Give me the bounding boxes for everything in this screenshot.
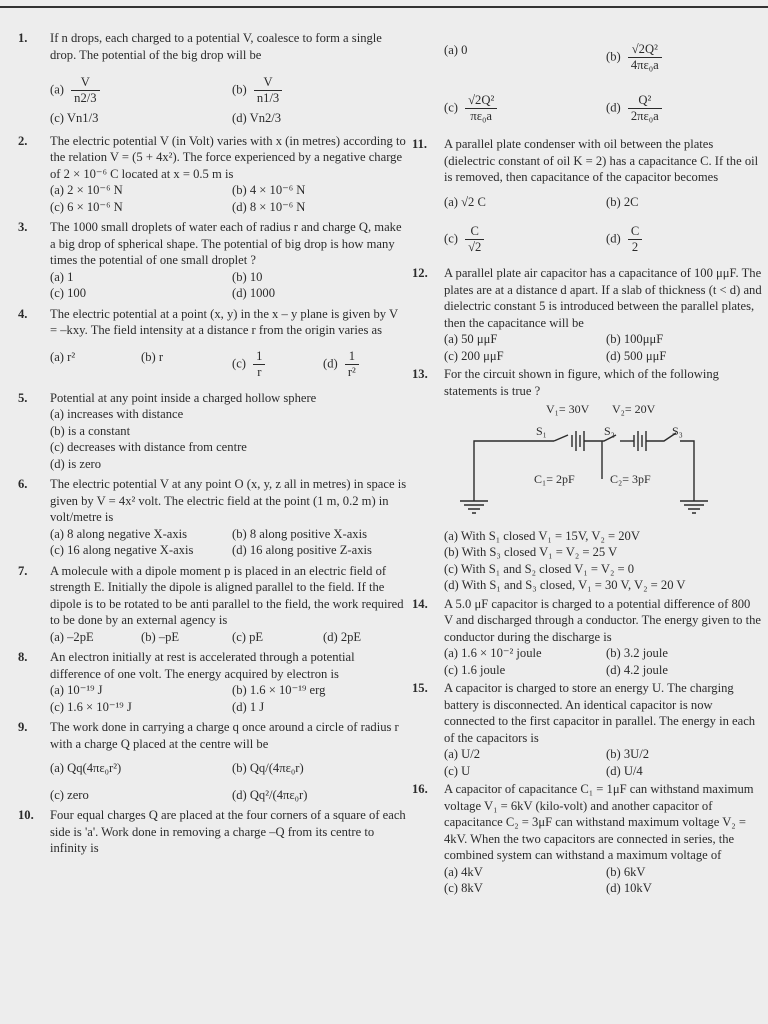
question-stem: A parallel plate air capacitor has a capacitance of 100 μμF. The plates are at a distance d apart. If a slab of thickness (t < d) and dielectric constant 5 is introduced between the parallel plates, then the capacitance will be <box>444 266 762 330</box>
option-b: (b) 4 × 10⁻⁶ N <box>232 183 306 197</box>
question-stem: A molecule with a dipole moment p is placed in an electric field of strength E. Initially the dipole is aligned parallel to the field. If the dipole is to be rotated to be anti parallel to the field, the work required to be done by an external agency is <box>50 563 404 627</box>
question-stem: If n drops, each charged to a potential V, coalesce to form a single drop. The potential of the big drop will be <box>50 31 382 62</box>
fraction: $\frac{C}{2}$ <box>628 224 642 255</box>
question-11 <box>412 136 762 259</box>
question-stem: The electric potential V (in Volt) varies with x (in metres) according to the relation V = (5 + 4x²). The force experienced by a negative charge of 2 × 10⁻⁶ C located at x = 0.5 m is <box>50 133 406 181</box>
option-a: (a) √2 C <box>444 194 486 209</box>
question-1 <box>18 30 408 127</box>
s1-label: S₁ <box>536 424 547 438</box>
fraction: $\frac{1}{\text{r²}}$ <box>345 349 359 380</box>
option-a: (a) 10⁻¹⁹ J <box>50 683 103 697</box>
option-d: (d) $\frac{1}{\text{r²}}$ <box>323 345 408 384</box>
option-c: (c) $\frac{\text{√2Q²}}{\text{πε₀a}}$ <box>444 89 600 128</box>
option-d: (d) 10kV <box>606 881 652 895</box>
question-stem: The electric potential at a point (x, y) in the x – y plane is given by V = –kxy. The field intensity at a distance r from the origin varies as <box>50 306 398 337</box>
option-d: (d) 2pE <box>323 629 362 644</box>
question-10 <box>18 807 408 857</box>
question-2 <box>18 133 408 216</box>
option-b: (b) is a constant <box>50 423 131 438</box>
right-column <box>412 30 762 897</box>
option-b: (b) 3.2 joule <box>606 646 668 660</box>
question-number: 12. <box>412 266 428 280</box>
question-number: 5. <box>18 390 28 405</box>
option-c: (c) pE <box>232 629 264 644</box>
question-number: 4. <box>18 306 28 321</box>
option-b: (b) 3U/2 <box>606 747 650 761</box>
option-d: (d) $\frac{C}{2}$ <box>606 220 762 259</box>
fraction: $\frac{\text{Q²}}{\text{2πε₀a}}$ <box>628 93 662 124</box>
option-d: (d) 1 J <box>232 699 265 714</box>
question-number: 16. <box>412 782 428 796</box>
s3-label: S₃ <box>672 424 683 438</box>
option-b: (b) 6kV <box>606 864 646 879</box>
option-b: (b) 2C <box>606 194 639 209</box>
option-c: (c) 8kV <box>444 881 483 895</box>
s2-label: S₂ <box>604 424 615 438</box>
question-8 <box>18 649 408 715</box>
option-a: (a) 50 μμF <box>444 332 498 346</box>
option-c: (c) 100 <box>50 286 87 300</box>
question-number: 8. <box>18 650 28 664</box>
question-16 <box>412 781 762 897</box>
question-13 <box>412 366 762 594</box>
question-9 <box>18 719 408 803</box>
option-a: (a) Qq(4πε₀r²) <box>50 761 122 775</box>
question-number: 7. <box>18 563 28 578</box>
option-c: (c) Vn1/3 <box>50 111 99 125</box>
option-c: (c) 200 μμF <box>444 348 504 363</box>
question-12 <box>412 265 762 364</box>
question-number: 13. <box>412 367 428 381</box>
option-a: (a) U/2 <box>444 747 481 761</box>
option-a: (a) increases with distance <box>50 407 184 421</box>
option-c: (c) U <box>444 763 471 778</box>
question-15 <box>412 680 762 779</box>
question-stem: A capacitor of capacitance C₁ = 1μF can withstand maximum voltage V₁ = 6kV (kilo-volt) and another capacitor of capacitance C₂ = 3μF can withstand maximum voltage V₂ = 4kV. When the two capacitors are connected in series, the combined system can withstand a maximum voltage of <box>444 782 754 862</box>
question-7 <box>18 563 408 646</box>
question-number: 6. <box>18 477 28 491</box>
question-6 <box>18 476 408 559</box>
option-b: (b) 1.6 × 10⁻¹⁹ erg <box>232 683 326 697</box>
question-stem: An electron initially at rest is accelerated through a potential difference of one volt. The energy acquired by electron is <box>50 650 355 681</box>
option-d: (d) U/4 <box>606 763 643 778</box>
option-a: (a) r² <box>50 349 76 364</box>
option-d: (d) $\frac{\text{Q²}}{\text{2πε₀a}}$ <box>606 89 762 128</box>
option-c: (c) With S₁ and S₂ closed V₁ = V₂ = 0 <box>444 561 635 576</box>
left-column <box>18 30 408 857</box>
v2-label: V₂= 20V <box>612 402 656 416</box>
option-d: (d) Vn2/3 <box>232 111 282 125</box>
option-d: (d) 4.2 joule <box>606 662 668 677</box>
option-a: (a) –2pE <box>50 629 94 644</box>
question-stem: Potential at any point inside a charged hollow sphere <box>50 390 317 405</box>
question-3 <box>18 219 408 302</box>
option-c: (c) 16 along negative X-axis <box>50 543 194 557</box>
option-a: (a) 2 × 10⁻⁶ N <box>50 183 123 197</box>
question-stem: The 1000 small droplets of water each of radius r and charge Q, make a big drop of spherical shape. The potential of big drop is how many times the potential of one small droplet ? <box>50 220 402 267</box>
option-a: (a) 0 <box>444 43 468 57</box>
question-5 <box>18 390 408 473</box>
option-a: (a) 1 <box>50 269 74 284</box>
option-c: (c) $\frac{1}{r}$ <box>232 345 317 384</box>
question-stem: A capacitor is charged to store an energy U. The charging battery is disconnected. An identical capacitor is now connected to the first capacitor in parallel. The energy in each of the capacitors is <box>444 681 756 745</box>
option-a: (a) 8 along negative X-axis <box>50 526 188 541</box>
option-b: (b) With S₃ closed V₁ = V₂ = 25 V <box>444 545 618 559</box>
question-stem: The electric potential V at any point O (x, y, z all in metres) in space is given by V = 4x² volt. The electric field at the point (1 m, 0.2 m) in volt/metre is <box>50 477 407 524</box>
question-number: 9. <box>18 720 28 734</box>
question-number: 1. <box>18 31 28 45</box>
question-stem: A parallel plate condenser with oil between the plates (dielectric constant of oil K = 2) has a capacitance C. If the oil is removed, then capacitance of the capacitor becomes <box>444 137 759 184</box>
option-b: (b) $\frac{V}{n1/3}$ <box>232 71 408 110</box>
option-d: (d) Qq²/(4πε₀r) <box>232 787 308 802</box>
option-c: (c) decreases with distance from centre <box>50 440 247 454</box>
c1-label: C₁= 2pF <box>534 472 575 486</box>
question-stem: A 5.0 μF capacitor is charged to a potential difference of 800 V and discharged through a conductor. The energy given to the conductor during the discharge is <box>444 596 761 644</box>
option-b: (b) 10 <box>232 269 263 284</box>
option-c: (c) $\frac{C}{√2}$ <box>444 220 600 259</box>
option-b: (b) $\frac{\text{√2Q²}}{\text{4πε₀a}}$ <box>606 38 762 77</box>
question-number: 14. <box>412 596 428 611</box>
question-number: 2. <box>18 133 28 148</box>
option-c: (c) 1.6 joule <box>444 662 506 677</box>
fraction: $\frac{\text{√2Q²}}{\text{πε₀a}}$ <box>465 93 497 124</box>
option-b: (b) 8 along positive X-axis <box>232 526 368 541</box>
question-4 <box>18 306 408 384</box>
circuit-wires <box>460 431 708 513</box>
option-d: (d) With S₁ and S₃ closed, V₁ = 30 V, V₂ = 20 V <box>444 578 686 592</box>
question-14 <box>412 596 762 679</box>
option-a: (a) 4kV <box>444 864 483 879</box>
top-rule <box>0 6 768 8</box>
question-stem: For the circuit shown in figure, which of the following statements is true ? <box>444 367 719 398</box>
option-b: (b) 100μμF <box>606 332 664 346</box>
fraction: $\frac{\text{√2Q²}}{\text{4πε₀a}}$ <box>628 42 662 73</box>
fraction: $\frac{1}{r}$ <box>253 349 265 380</box>
option-a: (a) $\frac{V}{n2/3}$ <box>50 71 226 110</box>
question-number: 10. <box>18 808 34 822</box>
question-stem: Four equal charges Q are placed at the four corners of a square of each side is 'a'. Work done in removing a charge –Q from its centre to infinity is <box>50 808 406 855</box>
option-a: (a) 1.6 × 10⁻² joule <box>444 646 542 660</box>
option-b: (b) –pE <box>141 629 180 644</box>
option-b: (b) Qq/(4πε₀r) <box>232 761 304 775</box>
fraction: $\frac{C}{√2}$ <box>465 224 484 255</box>
question-number: 11. <box>412 137 428 151</box>
c2-label: C₂= 3pF <box>610 472 651 486</box>
question-number: 3. <box>18 220 28 234</box>
option-c: (c) 1.6 × 10⁻¹⁹ J <box>50 699 132 714</box>
option-a: (a) With S₁ closed V₁ = 15V, V₂ = 20V <box>444 528 640 543</box>
option-d: (d) 8 × 10⁻⁶ N <box>232 199 306 214</box>
fraction: $\frac{V}{n2/3}$ <box>71 75 99 106</box>
option-d: (d) is zero <box>50 456 102 471</box>
option-b: (b) r <box>141 349 164 364</box>
question-number: 15. <box>412 681 428 695</box>
fraction: $\frac{V}{n1/3}$ <box>254 75 282 106</box>
v1-label: V₁= 30V <box>546 402 590 416</box>
option-d: (d) 1000 <box>232 286 276 300</box>
question-stem: The work done in carrying a charge q once around a circle of radius r with a charge Q placed at the centre will be <box>50 720 399 751</box>
question-10-options <box>412 38 762 128</box>
option-c: (c) 6 × 10⁻⁶ N <box>50 199 123 214</box>
circuit-diagram <box>444 401 744 519</box>
option-c: (c) zero <box>50 787 89 802</box>
option-d: (d) 500 μμF <box>606 348 667 363</box>
option-d: (d) 16 along positive Z-axis <box>232 543 372 557</box>
